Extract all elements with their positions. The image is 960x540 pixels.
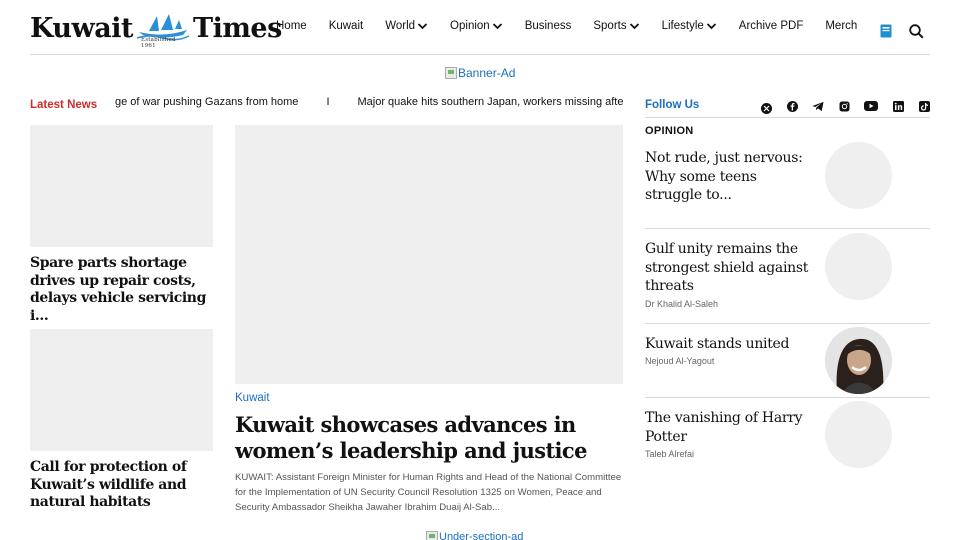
opinion-heading: OPINION: [645, 125, 694, 137]
opinion-title[interactable]: Kuwait stands united: [645, 336, 790, 352]
opinion-title[interactable]: Not rude, just nervous: Why some teens struggle to...: [645, 150, 803, 203]
author-avatar[interactable]: [825, 401, 892, 468]
author-avatar-photo[interactable]: [825, 327, 892, 394]
banner-ad-alt: Banner-Ad: [458, 66, 516, 80]
article-thumbnail[interactable]: [30, 329, 213, 451]
divider: [645, 323, 930, 324]
author-avatar[interactable]: [825, 142, 892, 209]
logo-tagline: Established 1961: [140, 37, 176, 49]
instagram-icon[interactable]: [838, 100, 850, 112]
divider: [645, 397, 930, 398]
featured-category[interactable]: Kuwait: [235, 392, 270, 404]
site-header: [30, 0, 930, 55]
logo-word-right: Times: [192, 12, 282, 44]
facebook-icon[interactable]: [786, 100, 798, 112]
nav-item-home[interactable]: [276, 20, 307, 32]
article-thumbnail[interactable]: [30, 125, 213, 247]
ticker-separator: I: [326, 96, 330, 108]
featured-title[interactable]: Kuwait showcases advances in women’s leadership and justice: [235, 412, 587, 463]
search-icon[interactable]: [908, 23, 924, 39]
youtube-icon[interactable]: [864, 100, 878, 112]
nav-item-opinion[interactable]: [450, 20, 503, 32]
broken-image-icon: [426, 531, 438, 540]
linkedin-icon[interactable]: [892, 100, 904, 112]
social-icons: [760, 98, 944, 114]
nav-item-world[interactable]: [385, 20, 428, 32]
author-avatar[interactable]: [825, 233, 892, 300]
chevron-down-icon: [629, 21, 640, 31]
nav-item-label: Archive PDF: [738, 20, 804, 32]
nav-item-label: World: [385, 20, 416, 32]
tiktok-icon[interactable]: [918, 100, 930, 112]
latest-news-label: Latest News: [30, 99, 98, 111]
nav-item-label: Kuwait: [328, 20, 364, 32]
logo-word-left: Kuwait: [30, 12, 133, 44]
chevron-down-icon: [417, 21, 428, 31]
under-section-ad-alt: Under-section-ad: [439, 531, 524, 540]
divider: [645, 228, 930, 229]
opinion-author[interactable]: Dr Khalid Al-Saleh: [645, 299, 719, 309]
banner-ad[interactable]: [445, 66, 515, 80]
opinion-title[interactable]: Gulf unity remains the strongest shield against threats: [645, 241, 809, 294]
broken-image-icon: [445, 67, 457, 79]
follow-us-label: Follow Us: [645, 99, 700, 111]
article-title[interactable]: Call for protection of Kuwait’s wildlife and natural habitats: [30, 459, 187, 510]
opinion-title[interactable]: The vanishing of Harry Potter: [645, 410, 803, 445]
featured-excerpt: KUWAIT: Assistant Foreign Minister for Human Rights and Head of the National Committee for the Implementation of UN Security Council Resolution 1325 on Women, Peace and Security Ambassador Sheikha Jawaher Ibrahim Duaij Al-Sab...: [235, 472, 622, 513]
nav-item-label: Business: [524, 20, 572, 32]
nav-item-sports[interactable]: [593, 20, 639, 32]
divider: [645, 117, 930, 118]
under-section-ad[interactable]: [426, 531, 523, 540]
nav-item-label: Home: [276, 20, 307, 32]
header-icons: [864, 23, 924, 39]
telegram-icon[interactable]: [812, 100, 824, 112]
epaper-icon[interactable]: [878, 23, 894, 39]
ticker-item[interactable]: Major quake hits southern Japan, workers missing afte: [357, 96, 623, 108]
featured-image[interactable]: [235, 125, 623, 384]
nav-item-archive-pdf[interactable]: [739, 20, 804, 32]
nav-item-label: Sports: [593, 20, 627, 32]
article-title[interactable]: Spare parts shortage drives up repair costs, delays vehicle servicing i...: [30, 255, 206, 324]
nav-item-label: Merch: [825, 20, 858, 32]
nav-item-business[interactable]: [525, 20, 572, 32]
opinion-author[interactable]: Taleb Alrefai: [645, 449, 695, 459]
nav-item-kuwait[interactable]: [329, 20, 364, 32]
nav-item-merch[interactable]: [825, 20, 857, 32]
main-nav: [276, 20, 879, 32]
nav-item-label: Lifestyle: [661, 20, 704, 32]
ticker-item[interactable]: ge of war pushing Gazans from home: [115, 96, 299, 108]
chevron-down-icon: [492, 21, 503, 31]
site-logo[interactable]: [30, 12, 282, 49]
nav-item-label: Opinion: [450, 20, 490, 32]
chevron-down-icon: [706, 21, 717, 31]
dhow-ship-icon: [135, 12, 191, 49]
nav-item-lifestyle[interactable]: [662, 20, 717, 32]
opinion-author[interactable]: Nejoud Al-Yagout: [645, 356, 715, 366]
x-icon[interactable]: [760, 102, 772, 114]
news-ticker: [115, 95, 623, 111]
